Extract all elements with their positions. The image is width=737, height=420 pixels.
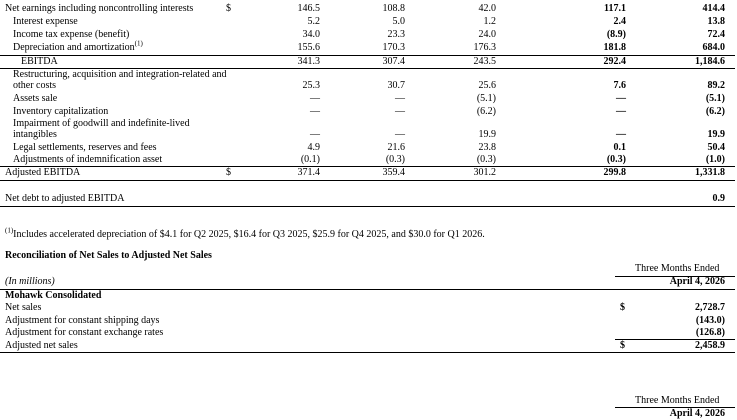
cell-q3-2025: 30.7 — [387, 80, 405, 91]
cell-q1-2026: 0.1 — [613, 142, 626, 153]
period-header: Three Months Ended — [635, 263, 720, 274]
cell-trailing-total: 1,331.8 — [695, 167, 725, 178]
cell-q1-2026: — — [616, 129, 626, 140]
shipping-days-adjustment-value: (143.0) — [695, 315, 725, 326]
date-header: April 4, 2026 — [669, 276, 725, 287]
cell-q2-2025: 155.6 — [297, 42, 320, 53]
row-label: Adjusted net sales — [5, 340, 78, 351]
cell-trailing-total: (6.2) — [705, 106, 725, 117]
cell-q2-2025: 34.0 — [302, 29, 320, 40]
cell-trailing-total: 89.2 — [707, 80, 725, 91]
cell-q3-2025: 170.3 — [382, 42, 405, 53]
cell-q2-2025: 25.3 — [302, 80, 320, 91]
cell-q1-2026: 117.1 — [604, 3, 626, 14]
row-label: Impairment of goodwill and indefinite-lived — [13, 118, 190, 129]
row-label-text: Depreciation and amortization — [13, 42, 135, 53]
row-label: Adjustments of indemnification asset — [13, 154, 163, 165]
cell-q2-2025: 4.9 — [307, 142, 320, 153]
segment-label: Mohawk Consolidated — [5, 290, 102, 301]
net-debt-label: Net debt to adjusted EBITDA — [5, 193, 125, 204]
cell-q1-2026: — — [616, 93, 626, 104]
period-header: Three Months Ended — [635, 395, 720, 406]
cell-q1-2026: 292.4 — [603, 56, 626, 67]
cell-q3-2025: 307.4 — [382, 56, 405, 67]
cell-q4-2025: 301.2 — [473, 167, 496, 178]
cell-q4-2025: 42.0 — [478, 3, 496, 14]
cell-q1-2026: (0.3) — [606, 154, 626, 165]
units-label: (In millions) — [5, 276, 55, 287]
cell-trailing-total: 19.9 — [707, 129, 725, 140]
cell-q3-2025: 359.4 — [382, 167, 405, 178]
adjusted-net-sales-value: 2,458.9 — [695, 340, 725, 351]
cell-q4-2025: (5.1) — [476, 93, 496, 104]
divider — [0, 206, 735, 207]
cell-trailing-total: 13.8 — [707, 16, 725, 27]
cell-q1-2026: — — [616, 106, 626, 117]
date-header: April 4, 2026 — [669, 408, 725, 419]
row-label — [13, 39, 143, 54]
cell-trailing-total: 72.4 — [707, 29, 725, 40]
cell-q2-2025: — — [310, 106, 320, 117]
row-label-continued: intangibles — [13, 129, 57, 140]
cell-q1-2026: 2.4 — [613, 16, 626, 27]
cell-q3-2025: 23.3 — [387, 29, 405, 40]
cell-q2-2025: (0.1) — [300, 154, 320, 165]
cell-trailing-total: 414.4 — [702, 3, 725, 14]
cell-q3-2025: 108.8 — [382, 3, 405, 14]
cell-q4-2025: 23.8 — [478, 142, 496, 153]
row-label: Adjusted EBITDA — [5, 167, 81, 178]
row-label: Adjustment for constant shipping days — [5, 315, 160, 326]
row-label: Net sales — [5, 302, 42, 313]
cell-q3-2025: — — [395, 93, 405, 104]
cell-q3-2025: (0.3) — [385, 154, 405, 165]
cell-q4-2025: 25.6 — [478, 80, 496, 91]
row-label: Restructuring, acquisition and integration-related and — [13, 69, 227, 80]
cell-trailing-total: 1,184.6 — [695, 56, 725, 67]
divider — [0, 352, 735, 353]
cell-trailing-total: (5.1) — [705, 93, 725, 104]
cell-q4-2025: (0.3) — [476, 154, 496, 165]
cell-q2-2025: 371.4 — [297, 167, 320, 178]
footnote-marker: (1) — [134, 39, 143, 48]
cell-q2-2025: — — [310, 129, 320, 140]
net-debt-value: 0.9 — [712, 193, 725, 204]
divider — [0, 289, 735, 290]
row-label: Inventory capitalization — [13, 106, 109, 117]
cell-q1-2026: 299.8 — [603, 167, 626, 178]
footnote — [5, 226, 485, 241]
dollar-sign: $ — [226, 167, 231, 178]
row-label: Adjustment for constant exchange rates — [5, 327, 164, 338]
cell-trailing-total: (1.0) — [705, 154, 725, 165]
row-label: Interest expense — [13, 16, 78, 27]
cell-q2-2025: 341.3 — [297, 56, 320, 67]
cell-q1-2026: 7.6 — [613, 80, 626, 91]
dollar-sign: $ — [620, 302, 625, 313]
row-label-continued: other costs — [13, 80, 57, 91]
cell-trailing-total: 684.0 — [702, 42, 725, 53]
cell-trailing-total: 50.4 — [707, 142, 725, 153]
row-label: Net earnings including noncontrolling interests — [5, 3, 194, 14]
cell-q3-2025: 5.0 — [392, 16, 405, 27]
row-label: Income tax expense (benefit) — [13, 29, 130, 40]
net-sales-value: 2,728.7 — [695, 302, 725, 313]
cell-q4-2025: 1.2 — [483, 16, 496, 27]
exchange-rate-adjustment-value: (126.8) — [695, 327, 725, 338]
footnote-marker: (1) — [5, 226, 14, 235]
footnote-text: Includes accelerated depreciation of $4.1 for Q2 2025, $16.4 for Q3 2025, $25.9 for Q4 2025, and $30.0 for Q1 2026. — [13, 229, 485, 240]
cell-q4-2025: 24.0 — [478, 29, 496, 40]
dollar-sign: $ — [226, 3, 231, 14]
cell-q4-2025: 243.5 — [473, 56, 496, 67]
cell-q3-2025: — — [395, 106, 405, 117]
cell-q2-2025: — — [310, 93, 320, 104]
row-label: Assets sale — [13, 93, 58, 104]
cell-q1-2026: (8.9) — [606, 29, 626, 40]
dollar-sign: $ — [620, 340, 625, 351]
cell-q4-2025: 19.9 — [478, 129, 496, 140]
cell-q3-2025: — — [395, 129, 405, 140]
row-label: EBITDA — [21, 56, 58, 67]
cell-q2-2025: 5.2 — [307, 16, 320, 27]
cell-q2-2025: 146.5 — [297, 3, 320, 14]
cell-q4-2025: (6.2) — [476, 106, 496, 117]
section-title: Reconciliation of Net Sales to Adjusted Net Sales — [5, 250, 212, 261]
cell-q4-2025: 176.3 — [473, 42, 496, 53]
row-label: Legal settlements, reserves and fees — [13, 142, 157, 153]
cell-q3-2025: 21.6 — [387, 142, 405, 153]
divider — [0, 180, 735, 181]
cell-q1-2026: 181.8 — [603, 42, 626, 53]
